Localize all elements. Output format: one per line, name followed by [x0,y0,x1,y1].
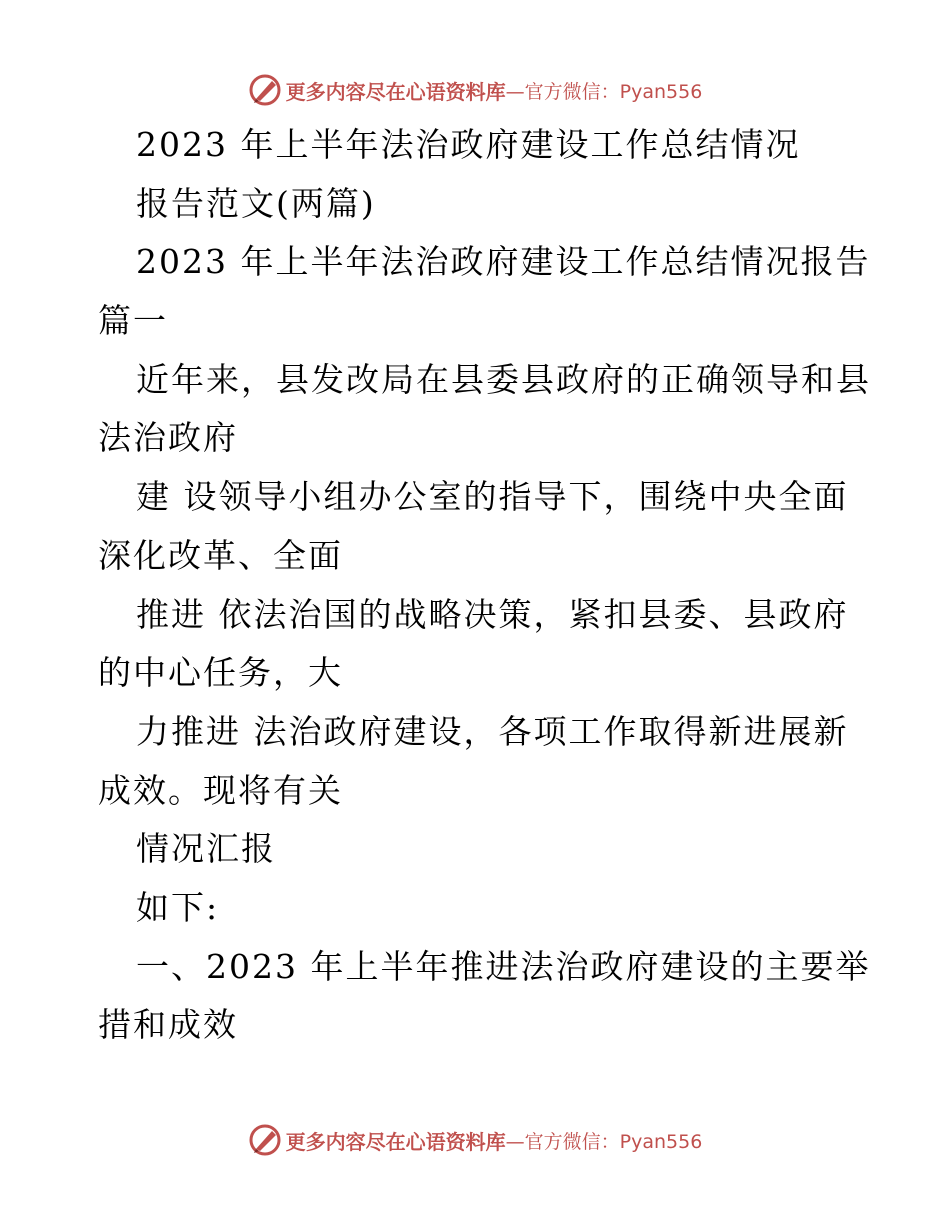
paragraph-line: 推进 依法治国的战略决策，紧扣县委、县政府 [136,594,849,634]
watermark-brand-text: 更多内容尽在心语资料库 [285,1129,506,1154]
paragraph-line: 深化改革、全面 [98,535,343,575]
paragraph-line: 情况汇报 [136,829,276,869]
doc-subtitle-line-1: 2023 年上半年法治政府建设工作总结情况报告 [136,242,871,282]
doc-title-line-1: 2023 年上半年法治政府建设工作总结情况 [136,125,801,164]
paragraph-line: 建 设领导小组办公室的指导下，围绕中央全面 [136,477,849,517]
doc-subtitle-line-2: 篇一 [98,301,168,341]
pen-circle-logo-icon [248,73,282,107]
section-heading-line-1: 一、2023 年上半年推进法治政府建设的主要举 [136,946,871,986]
paragraph-line: 的中心任务，大 [98,653,343,693]
document-body [98,116,871,1055]
footer-watermark [0,1120,950,1160]
paragraph-line: 成效。现将有关 [98,770,343,810]
paragraph-line: 近年来，县发改局在县委县政府的正确领导和县 [136,359,871,399]
paragraph-line: 法治政府 [98,418,238,458]
watermark-contact-text: —官方微信：Pyan556 [505,1130,703,1153]
watermark-brand-text: 更多内容尽在心语资料库 [285,79,506,104]
section-heading-line-2: 措和成效 [98,1005,238,1045]
watermark-contact-text: —官方微信：Pyan556 [505,80,703,103]
header-watermark [0,70,950,110]
paragraph-line: 如下: [136,887,220,927]
paragraph-line: 力推进 法治政府建设，各项工作取得新进展新 [136,711,849,751]
doc-title-line-2: 报告范文(两篇) [136,183,376,223]
pen-circle-logo-icon [248,1123,282,1157]
